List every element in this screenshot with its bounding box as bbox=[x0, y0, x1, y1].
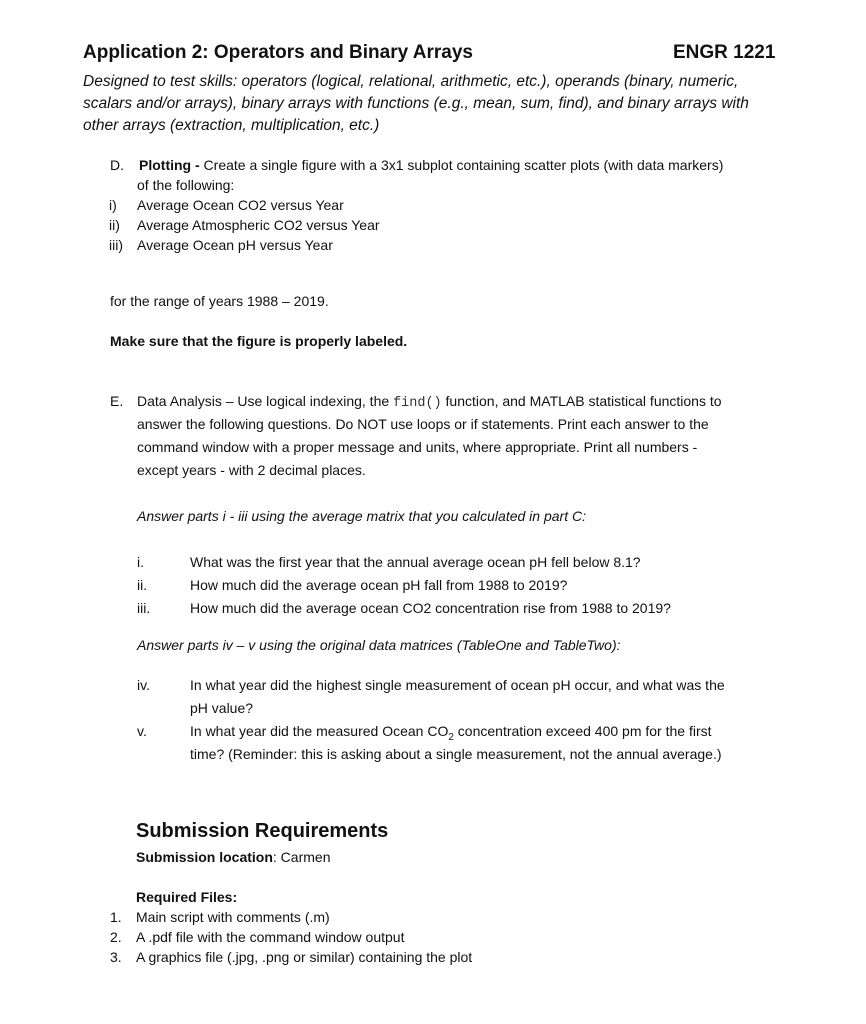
instruction-parts-i-iii: Answer parts i - iii using the average matrix that you calculated in part C: bbox=[137, 508, 586, 524]
file-marker: 1. bbox=[110, 909, 122, 925]
part-e-line3: command window with a proper message and units, where appropriate. Print all numbers - bbox=[137, 439, 698, 455]
question-marker: iii. bbox=[137, 600, 151, 616]
list-item-marker: i) bbox=[109, 197, 117, 213]
part-e-marker: E. bbox=[110, 393, 124, 409]
file-item: Main script with comments (.m) bbox=[136, 909, 330, 925]
year-range-text: for the range of years 1988 – 2019. bbox=[110, 293, 329, 309]
list-item-marker: iii) bbox=[109, 237, 123, 253]
list-item: Average Ocean pH versus Year bbox=[137, 237, 333, 253]
part-e-line4: except years - with 2 decimal places. bbox=[137, 462, 366, 478]
labeling-note: Make sure that the figure is properly labeled. bbox=[110, 333, 408, 349]
submission-location-value: : Carmen bbox=[272, 849, 331, 865]
part-e-text: Data Analysis – Use logical indexing, the bbox=[137, 393, 394, 409]
file-marker: 2. bbox=[110, 929, 122, 945]
instruction-parts-iv-v: Answer parts iv – v using the original data matrices (TableOne and TableTwo): bbox=[137, 637, 621, 653]
part-e-line1 bbox=[137, 393, 722, 411]
part-d-line1 bbox=[139, 157, 723, 173]
question-marker: i. bbox=[137, 554, 144, 570]
question-text: In what year did the highest single measurement of ocean pH occur, and what was the bbox=[190, 677, 725, 693]
question-text-cont: pH value? bbox=[190, 700, 254, 716]
question-text: How much did the average ocean CO2 concentration rise from 1988 to 2019? bbox=[190, 600, 671, 616]
question-text: What was the first year that the annual average ocean pH fell below 8.1? bbox=[190, 554, 641, 570]
list-item: Average Ocean CO2 versus Year bbox=[137, 197, 344, 213]
submission-location-label: Submission location bbox=[136, 849, 273, 865]
question-text: How much did the average ocean pH fall from 1988 to 2019? bbox=[190, 577, 568, 593]
submission-location bbox=[136, 849, 330, 865]
file-item: A graphics file (.jpg, .png or similar) containing the plot bbox=[136, 949, 473, 965]
file-item: A .pdf file with the command window output bbox=[136, 929, 405, 945]
question-marker: iv. bbox=[137, 677, 150, 693]
part-d-marker: D. bbox=[110, 157, 124, 173]
part-e-text: function, and MATLAB statistical functions to bbox=[441, 393, 722, 409]
question-marker: ii. bbox=[137, 577, 148, 593]
file-marker: 3. bbox=[110, 949, 122, 965]
question-text-cont: time? (Reminder: this is asking about a single measurement, not the annual average.) bbox=[190, 746, 722, 762]
question-text-part: In what year did the measured Ocean CO bbox=[190, 723, 449, 739]
question-text bbox=[190, 723, 712, 743]
question-text-part: concentration exceed 400 pm for the first bbox=[453, 723, 712, 739]
part-d-heading: Plotting - bbox=[139, 157, 200, 173]
part-d-text: Create a single figure with a 3x1 subplot containing scatter plots (with data markers) bbox=[199, 157, 724, 173]
document-subtitle: Designed to test skills: operators (logical, relational, arithmetic, etc.), operands (binary, numeric, scalars and/or arrays), binary arrays with functions (e.g., mean, sum, find), and binary arrays with other arrays (extraction, multiplication, etc.) bbox=[83, 73, 749, 134]
list-item-marker: ii) bbox=[109, 217, 120, 233]
required-files-label: Required Files: bbox=[136, 889, 238, 905]
find-function-code: find() bbox=[393, 396, 442, 411]
document-title: Application 2: Operators and Binary Arrays bbox=[83, 42, 473, 63]
question-marker: v. bbox=[137, 723, 147, 739]
subscript-two: 2 bbox=[448, 731, 454, 743]
submission-heading: Submission Requirements bbox=[136, 820, 389, 842]
course-code: ENGR 1221 bbox=[673, 42, 776, 63]
list-item: Average Atmospheric CO2 versus Year bbox=[137, 217, 380, 233]
part-e-line2: answer the following questions. Do NOT use loops or if statements. Print each answer to the bbox=[137, 416, 709, 432]
part-d-line2: of the following: bbox=[137, 177, 235, 193]
